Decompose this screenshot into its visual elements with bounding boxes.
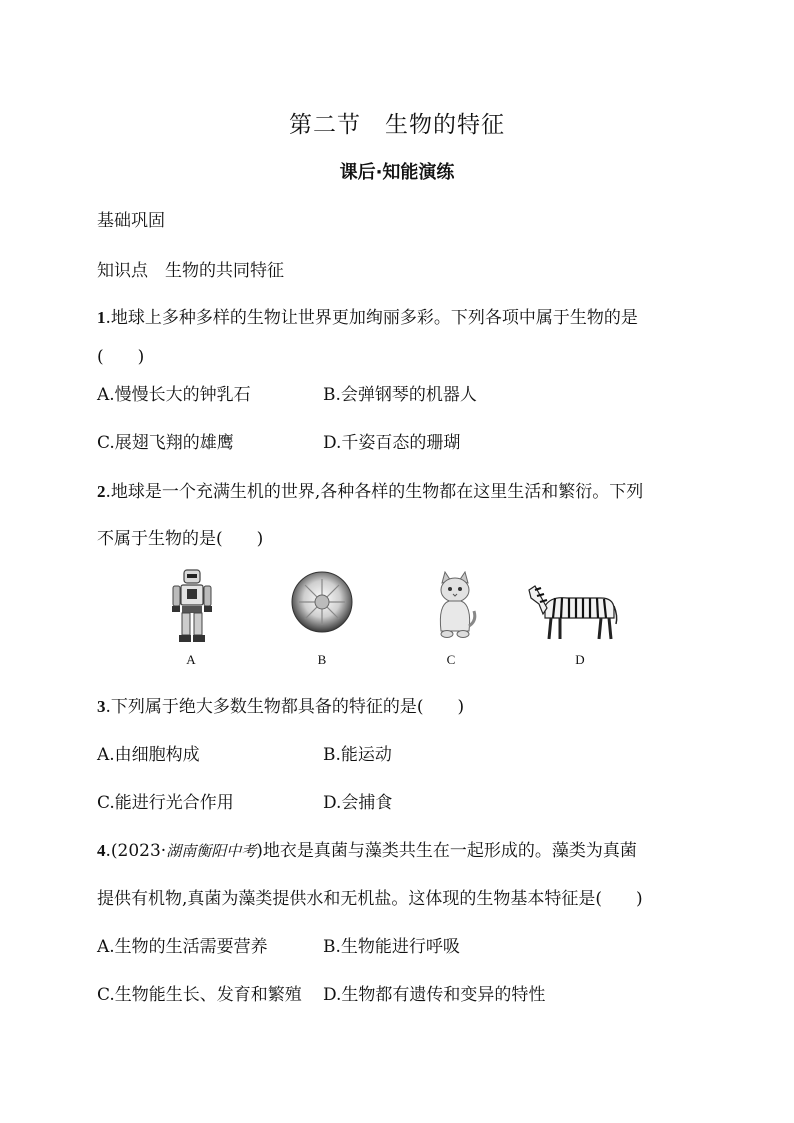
- option-3a: A.由细胞构成: [97, 745, 200, 765]
- question-1-line2: ( ): [97, 347, 145, 367]
- section-heading: 基础巩固: [97, 211, 165, 231]
- option-4c: C.生物能生长、发育和繁殖: [97, 985, 302, 1005]
- robot-image: [170, 568, 214, 644]
- question-2-line2: 不属于生物的是( ): [97, 529, 264, 549]
- question-number: 3: [97, 697, 106, 716]
- question-text: .地球上多种多样的生物让世界更加绚丽多彩。下列各项中属于生物的是: [105, 308, 638, 328]
- option-4b: B.生物能进行呼吸: [323, 937, 460, 957]
- question-1-line1: [97, 303, 638, 328]
- option-3c: C.能进行光合作用: [97, 793, 234, 813]
- image-label-b: B: [317, 652, 327, 667]
- page-title: 第二节 生物的特征: [289, 112, 505, 138]
- kitten-image: [432, 571, 478, 639]
- flower-image: [291, 571, 353, 633]
- question-3-line1: [97, 692, 464, 717]
- option-1b: B.会弹钢琴的机器人: [323, 385, 477, 405]
- question-4-line2: 提供有机物,真菌为藻类提供水和无机盐。这体现的生物基本特征是( ): [97, 889, 643, 909]
- question-4-line1: [97, 836, 637, 861]
- question-source: 湖南衡阳中考: [166, 842, 257, 860]
- image-label-a: A: [186, 652, 196, 667]
- question-number: 1: [97, 308, 106, 327]
- image-label-d: D: [575, 652, 585, 667]
- option-4a: A.生物的生活需要营养: [97, 937, 268, 957]
- question-number: 4: [97, 841, 106, 860]
- question-number: 2: [97, 482, 106, 501]
- question-text: .地球是一个充满生机的世界,各种各样的生物都在这里生活和繁衍。下列: [105, 482, 644, 502]
- question-text: .(2023·: [105, 841, 167, 861]
- zebra-image: [527, 576, 619, 642]
- option-1d: D.千姿百态的珊瑚: [323, 433, 461, 453]
- question-text: )地衣是真菌与藻类共生在一起形成的。藻类为真菌: [256, 841, 637, 861]
- page-subtitle: 课后·知能演练: [339, 162, 455, 183]
- question-text: .下列属于绝大多数生物都具备的特征的是( ): [105, 697, 465, 717]
- image-label-c: C: [446, 652, 456, 667]
- knowledge-point-heading: 知识点 生物的共同特征: [97, 261, 284, 281]
- option-3d: D.会捕食: [323, 793, 393, 813]
- option-1c: C.展翅飞翔的雄鹰: [97, 433, 234, 453]
- option-4d: D.生物都有遗传和变异的特性: [323, 985, 546, 1005]
- option-3b: B.能运动: [323, 745, 392, 765]
- question-2-line1: [97, 477, 643, 502]
- option-1a: A.慢慢长大的钟乳石: [97, 385, 251, 405]
